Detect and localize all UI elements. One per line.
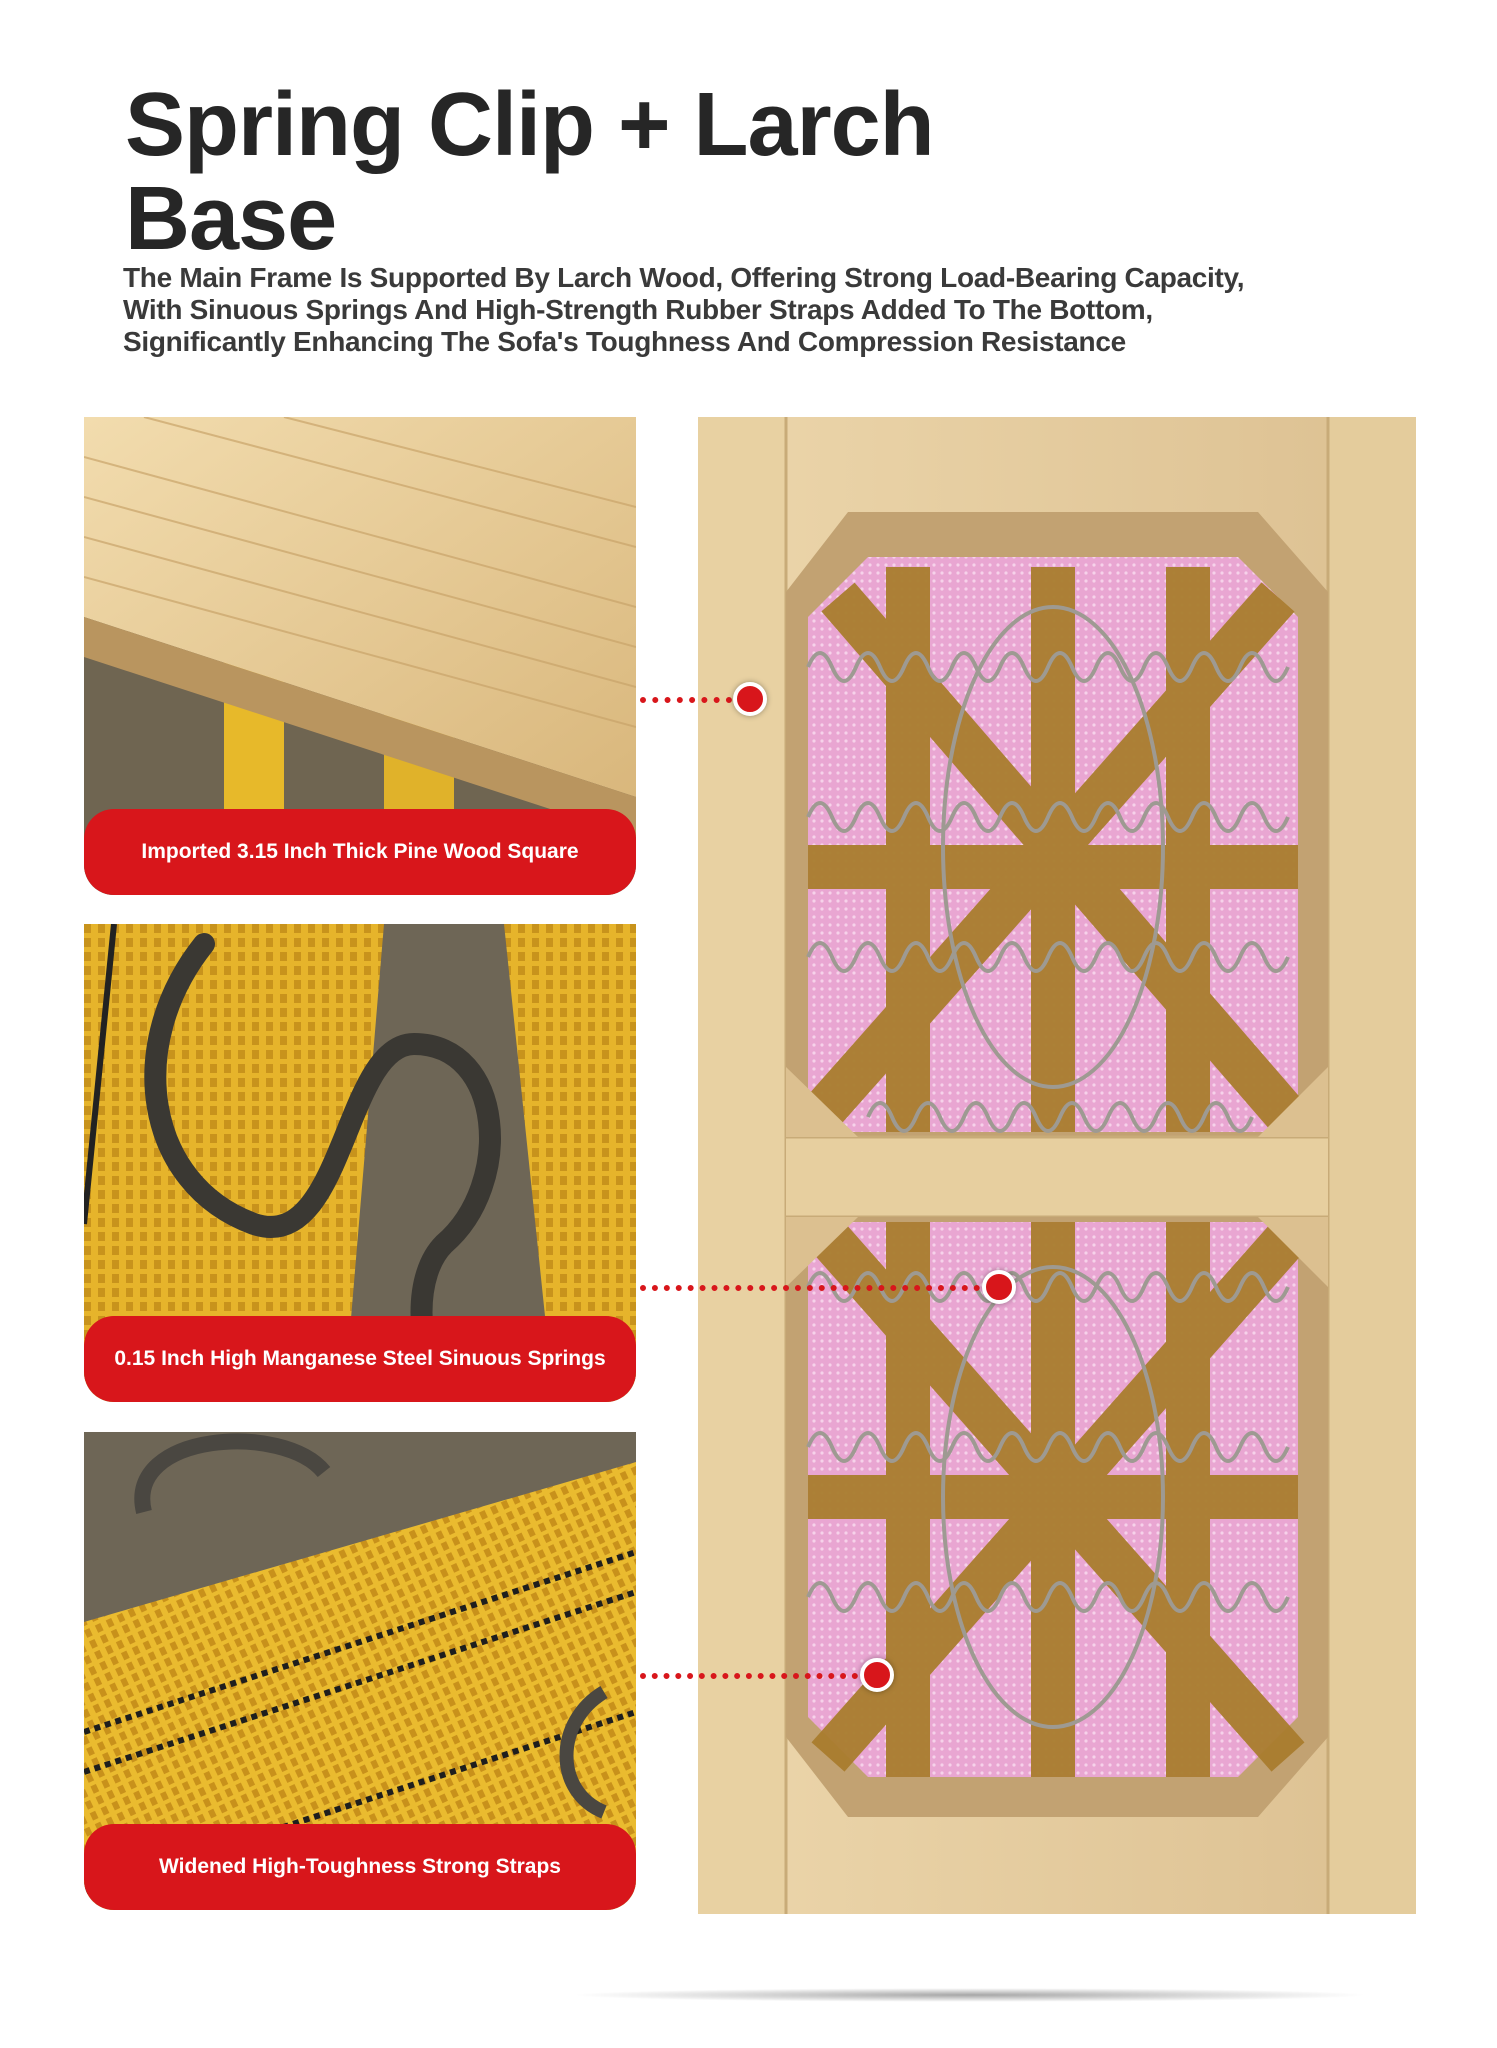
page-title	[125, 75, 1025, 269]
callout-wood-marker	[733, 682, 767, 716]
callout-springs-marker	[982, 1270, 1016, 1304]
callout-wood-leader	[640, 697, 732, 703]
feature-caption-straps: Widened High-Toughness Strong Straps	[84, 1824, 636, 1910]
subtitle-line-2: With Sinuous Springs And High-Strength Rubber Straps Added To The Bottom,	[123, 294, 1153, 325]
callout-springs-leader	[640, 1285, 980, 1291]
callout-straps-leader	[640, 1673, 858, 1679]
title-line-2: Base	[125, 169, 337, 269]
feature-panel-wood	[84, 417, 636, 895]
feature-panel-springs	[84, 924, 636, 1402]
feature-caption-wood: Imported 3.15 Inch Thick Pine Wood Square	[84, 809, 636, 895]
title-line-1: Spring Clip + Larch	[125, 75, 934, 175]
sofa-base-frame-illustration	[698, 417, 1416, 1914]
callout-straps-marker	[860, 1658, 894, 1692]
feature-caption-springs: 0.15 Inch High Manganese Steel Sinuous Springs	[84, 1316, 636, 1402]
page-subtitle	[123, 262, 1323, 358]
feature-panel-straps	[84, 1432, 636, 1910]
subtitle-line-3: Significantly Enhancing The Sofa's Toughness And Compression Resistance	[123, 326, 1126, 357]
floor-shadow	[570, 1988, 1370, 2002]
subtitle-line-1: The Main Frame Is Supported By Larch Wood, Offering Strong Load-Bearing Capacity,	[123, 262, 1245, 293]
